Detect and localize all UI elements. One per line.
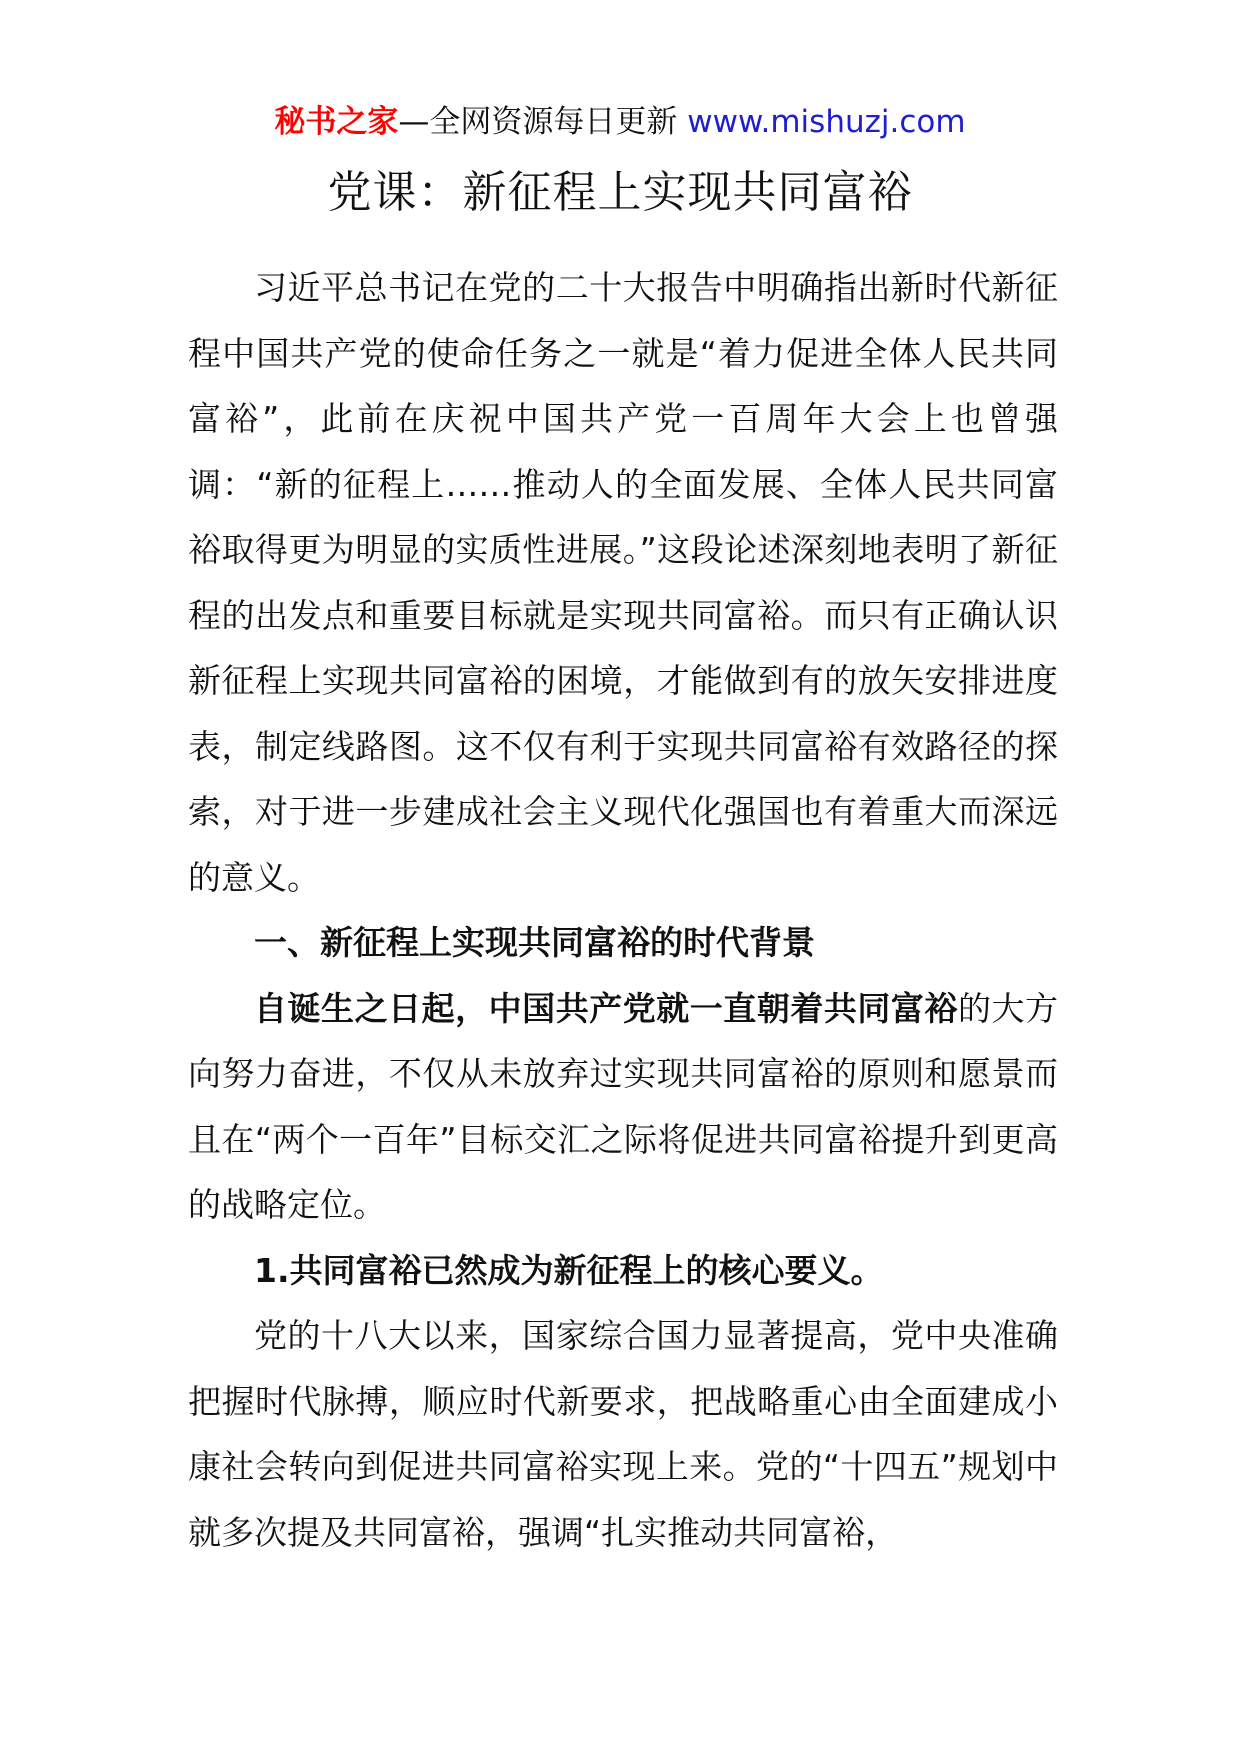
subsection-paragraph: 党的十八大以来，国家综合国力显著提高，党中央准确把握时代脉搏，顺应时代新要求，把战略重心由全面建成小康社会转向到促进共同富裕实现上来。党的“十四五”规划中就多次提及共同富裕，强调“扎实推动共同富裕， (188, 1316, 1058, 1552)
site-url-link[interactable]: www.mishuzj.com (687, 104, 966, 140)
section-paragraph (188, 976, 1058, 1238)
subsection-heading: 1.共同富裕已然成为新征程上的核心要义。 (254, 1250, 884, 1290)
header-tagline: —全网资源每日更新 (398, 104, 678, 140)
bold-lead-text: 自诞生之日起，中国共产党就一直朝着共同富裕 (254, 988, 958, 1028)
section-heading: 一、新征程上实现共同富裕的时代背景 (254, 923, 815, 962)
document-body (188, 255, 1058, 1565)
paragraph-text: 的大方向努力奋进，不仅从未放弃过实现共同富裕的原则和愿景而且在“两个一百年”目标交汇之际将促进共同富裕提升到更高的战略定位。 (188, 988, 1059, 1224)
document-title: 党课：新征程上实现共同富裕 (327, 167, 913, 218)
intro-paragraph: 习近平总书记在党的二十大报告中明确指出新时代新征程中国共产党的使命任务之一就是“着力促进全体人民共同富裕”，此前在庆祝中国共产党一百周年大会上也曾强调：“新的征程上……推动人的全面发展、全体人民共同富裕取得更为明显的实质性进展。”这段论述深刻地表明了新征程的出发点和重要目标就是实现共同富裕。而只有正确认识新征程上实现共同富裕的困境，才能做到有的放矢安排进度表，制定线路图。这不仅有利于实现共同富裕有效路径的探索，对于进一步建成社会主义现代化强国也有着重大而深远的意义。 (188, 268, 1058, 897)
brand-name: 秘书之家 (274, 104, 399, 140)
page-header (0, 102, 1240, 142)
